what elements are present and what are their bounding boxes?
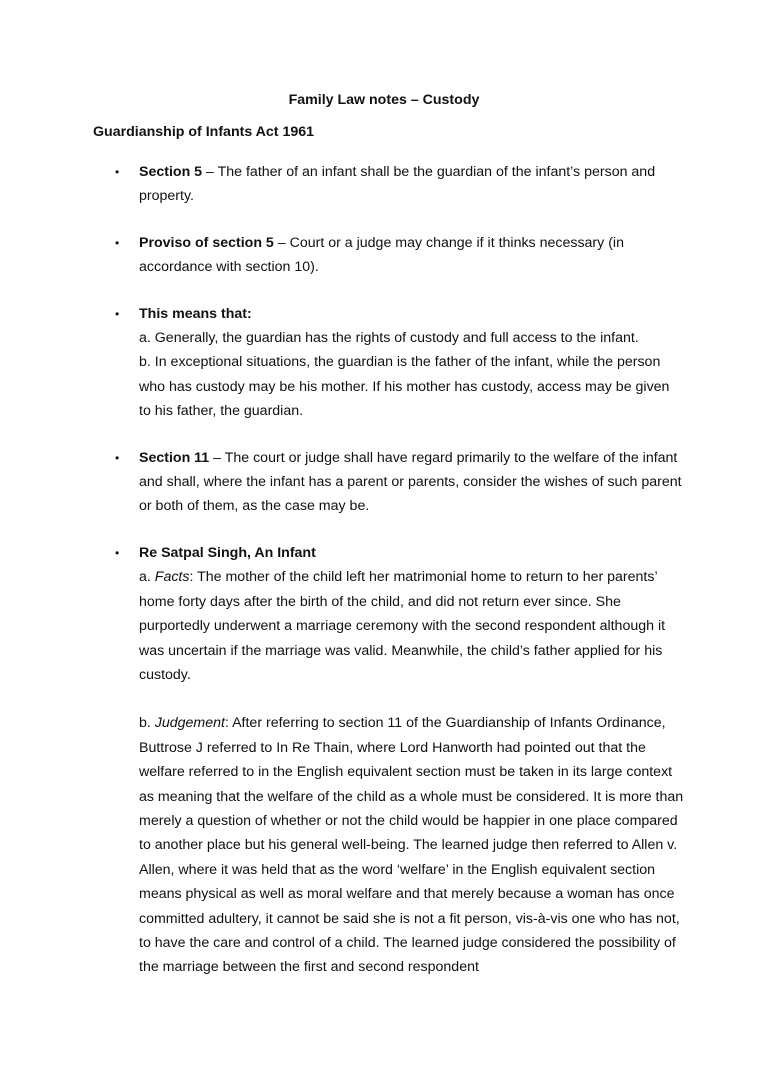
item-text: – The court or judge shall have regard primarily to the welfare of the infant and shall, where the infant has a parent or parents, consider the wishes of such parent or both of them, as the case may be.: [139, 449, 682, 515]
bullet-icon: •: [115, 235, 120, 250]
list-item-body: [139, 231, 684, 280]
list-item-this-means-that: [0, 302, 768, 424]
bullet-icon: •: [115, 165, 120, 179]
bullet-icon: •: [115, 450, 120, 465]
list-item-section-5: [0, 160, 768, 209]
list-item-body: [139, 160, 684, 209]
list-item-section-11: [0, 446, 768, 519]
facts-prefix: a.: [139, 569, 155, 586]
paragraph: [139, 231, 684, 280]
bullet-icon: •: [115, 306, 120, 321]
item-lead: Proviso of section 5: [139, 234, 274, 251]
paragraph: [139, 160, 684, 209]
item-lead: This means that:: [139, 305, 252, 322]
facts-text: : The mother of the child left her matrimonial home to return to her parents’ home forty days after the birth of the child, and did not return ever since. She purportedly underwent a marriage ceremony with the second respondent although it was uncertain if the marriage was valid. Meanwhile, the child’s father applied for his custody.: [139, 569, 666, 683]
list-item-re-satpal-singh: [0, 541, 768, 980]
item-lead: Section 11: [139, 449, 210, 466]
paragraph-b: b. In exceptional situations, the guardian is the father of the infant, while the person who has custody may be his mother. If his mother has custody, access may be given to his father, the guardian.: [139, 354, 670, 420]
judgement-paragraph: [139, 711, 684, 979]
item-lead: Section 5: [139, 164, 203, 180]
list-item-body: [139, 446, 684, 519]
facts-label: Facts: [154, 569, 190, 586]
judgement-text: : After referring to section 11 of the Guardianship of Infants Ordinance, Buttrose J referred to In Re Thain, where Lord Hanworth had pointed out that the welfare referred to in the English equivalent section must be taken in its large context as meaning that the welfare of the child as a whole must be considered. It is more than merely a question of whether or not the child would be happier in one place compared to another place but his general well-being. The learned judge then referred to Allen v. Allen, where it was held that as the word ‘welfare’ in the English equivalent section means physical as well as moral welfare and that merely because a woman has once committed adultery, it cannot be said she is not a fit person, vis-à-vis one who has not, to have the care and control of a child. The learned judge considered the possibility of the marriage between the first and second respondent: [139, 715, 684, 976]
paragraph-a: a. Generally, the guardian has the rights of custody and full access to the infant.: [139, 330, 639, 347]
judgement-label: Judgement: [154, 715, 225, 732]
paragraph: [139, 541, 684, 565]
item-lead: Re Satpal Singh, An Infant: [139, 544, 316, 561]
list-item-proviso-section-5: [0, 231, 768, 280]
document-title: Family Law notes – Custody: [288, 92, 480, 108]
bullet-list: [0, 160, 768, 1002]
item-text: – The father of an infant shall be the guardian of the infant’s person and property.: [139, 164, 656, 205]
list-item-body: [139, 302, 684, 424]
act-heading: Guardianship of Infants Act 1961: [93, 124, 315, 140]
judgement-prefix: b.: [139, 715, 155, 732]
paragraph: [139, 446, 684, 519]
facts-paragraph: [139, 565, 684, 687]
list-item-body: [139, 541, 684, 980]
paragraph-gap: [139, 687, 684, 711]
paragraph: [139, 302, 684, 326]
item-text: – Court or a judge may change if it thinks necessary (in accordance with section 10).: [139, 234, 624, 276]
bullet-icon: •: [115, 545, 120, 560]
